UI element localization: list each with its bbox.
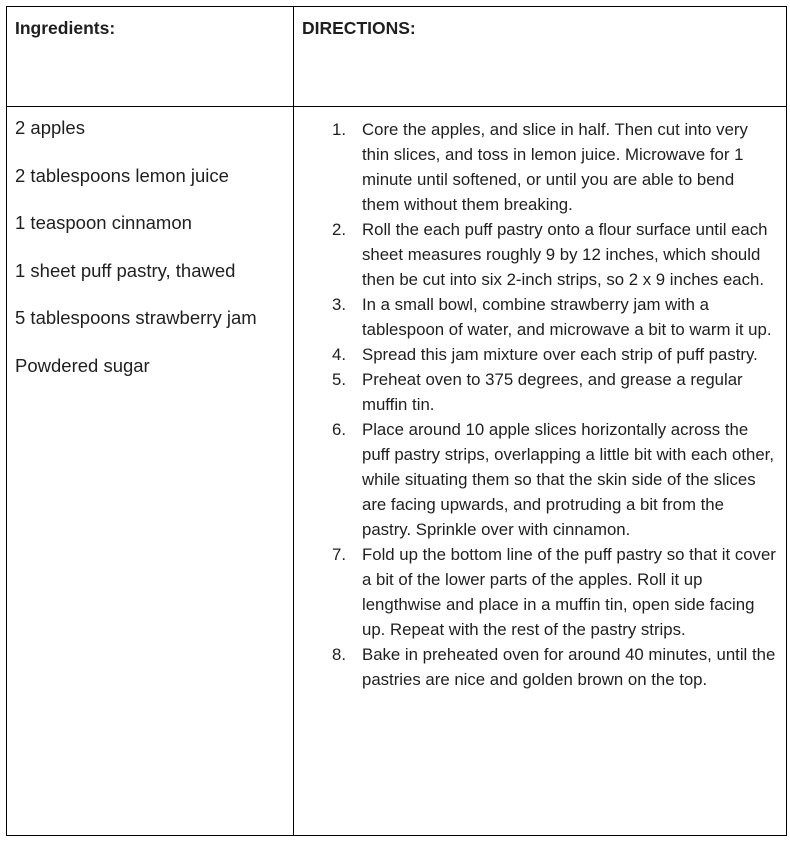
- direction-step: Fold up the bottom line of the puff pastry so that it cover a bit of the lower parts of the apples. Roll it up lengthwise and place in a muffin tin, open side facing up. Repeat with the rest of the pastry strips.: [362, 545, 776, 639]
- ingredients-list: [7, 107, 293, 376]
- direction-step: Place around 10 apple slices horizontally across the puff pastry strips, overlapping a little bit with each other, while situating them so that the skin side of the slices are facing upwards, and protruding a bit from the pastry. Sprinkle over with cinnamon.: [362, 420, 774, 539]
- header-row: [7, 7, 787, 107]
- direction-step: Core the apples, and slice in half. Then cut into very thin slices, and toss in lemon juice. Microwave for 1 minute until softened, or until you are able to bend them without them breaking.: [362, 120, 748, 214]
- ingredients-header: Ingredients:: [7, 7, 294, 107]
- direction-step: Bake in preheated oven for around 40 minutes, until the pastries are nice and golden brown on the top.: [362, 645, 776, 689]
- ingredient-item: Powdered sugar: [15, 354, 150, 376]
- direction-step: Preheat oven to 375 degrees, and grease a regular muffin tin.: [362, 370, 743, 414]
- directions-header: DIRECTIONS:: [294, 7, 787, 107]
- recipe-table: [6, 6, 787, 836]
- ingredient-item: 1 teaspoon cinnamon: [15, 212, 192, 233]
- ingredients-cell: [7, 107, 294, 836]
- ingredient-item: 2 tablespoons lemon juice: [15, 164, 229, 186]
- direction-step: Roll the each puff pastry onto a flour surface until each sheet measures roughly 9 by 12 inches, which should then be cut into six 2-inch strips, so 2 x 9 inches each.: [362, 220, 768, 289]
- direction-step: In a small bowl, combine strawberry jam with a tablespoon of water, and microwave a bit to warm it up.: [362, 295, 772, 339]
- content-row: [7, 107, 787, 836]
- ingredient-item: 1 sheet puff pastry, thawed: [15, 259, 236, 281]
- directions-cell: [294, 107, 787, 836]
- direction-step: Spread this jam mixture over each strip of puff pastry.: [362, 345, 758, 364]
- ingredient-item: 5 tablespoons strawberry jam: [15, 307, 257, 328]
- ingredient-item: 2 apples: [15, 117, 85, 138]
- directions-list: [294, 107, 786, 692]
